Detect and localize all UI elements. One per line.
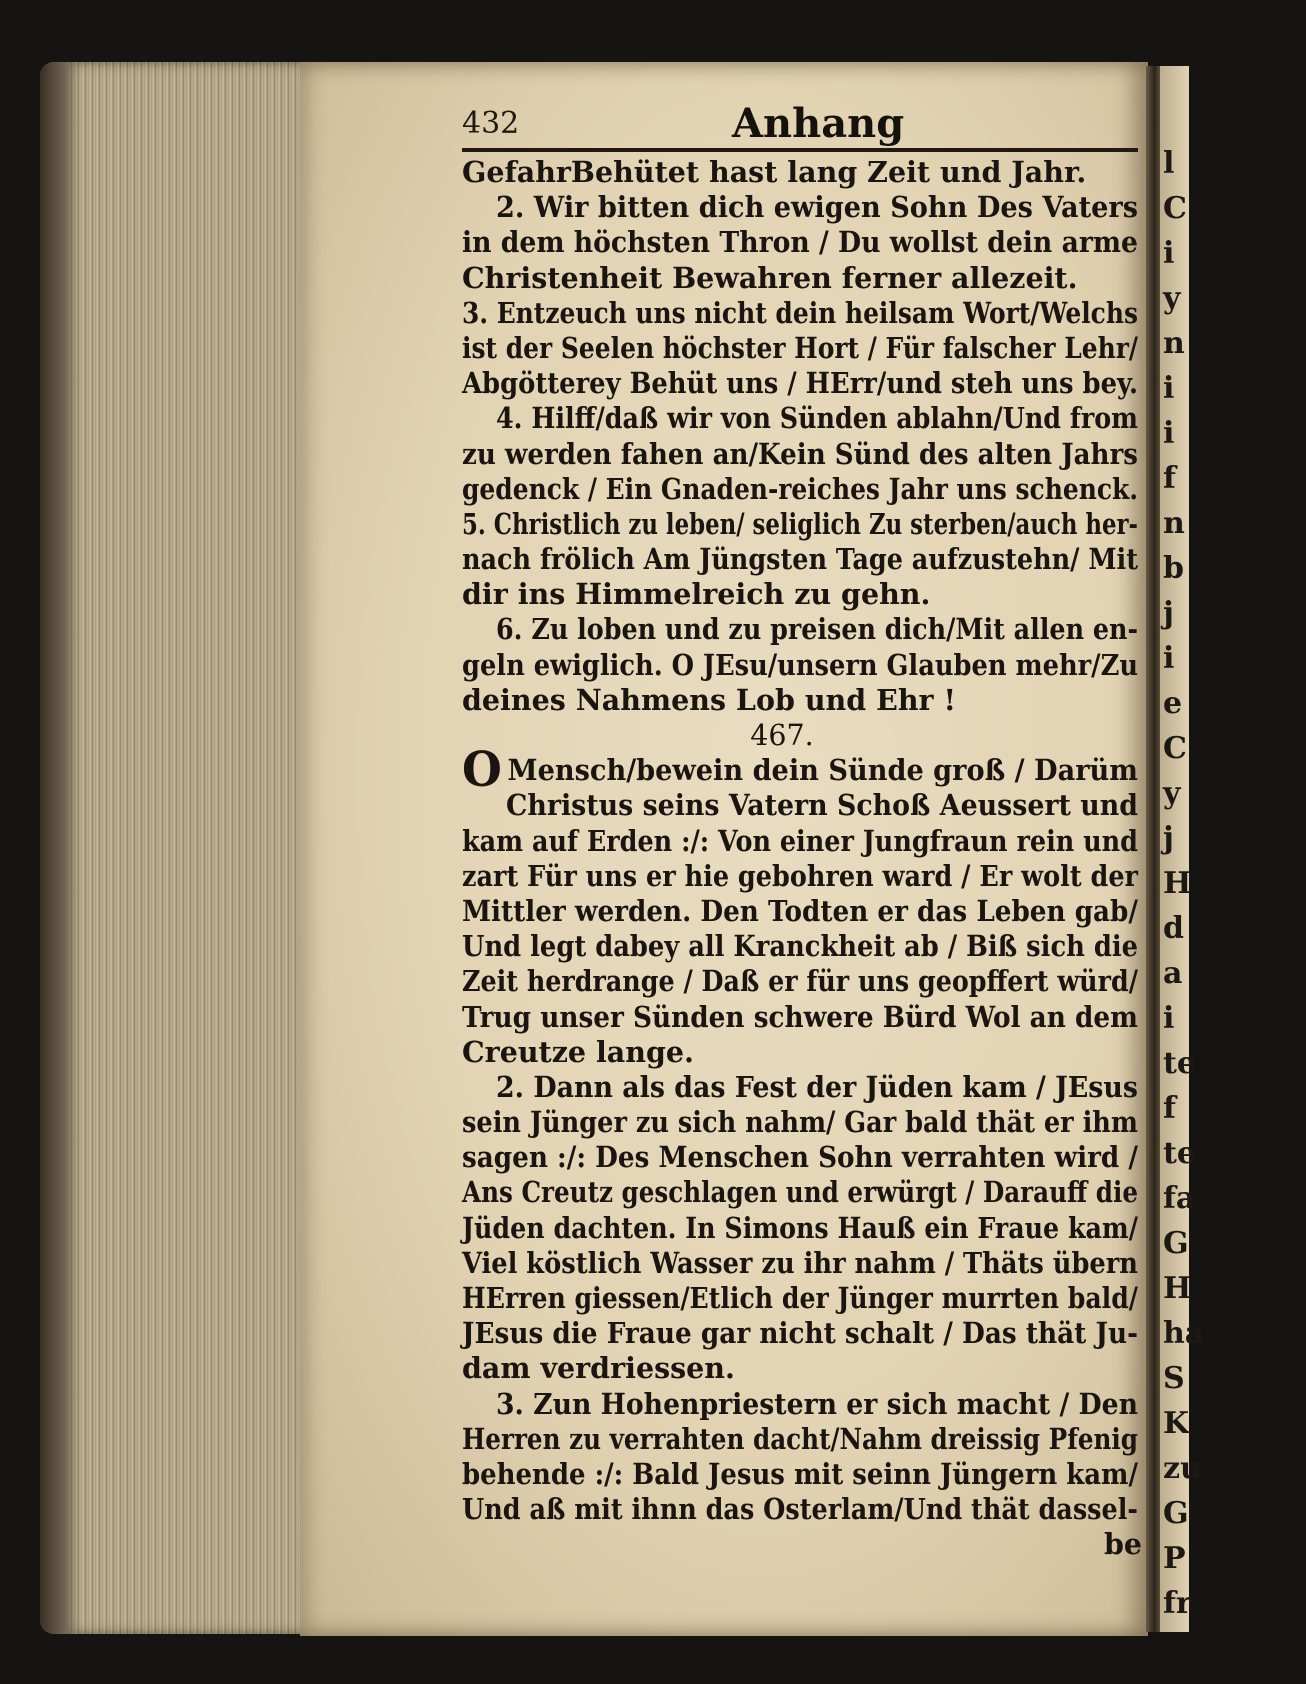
text-line: geln ewiglich. O JEsu/unsern Glauben mehr/Zu (462, 647, 1138, 682)
text-line: gedenck / Ein Gnaden-reiches Jahr uns schenck. (462, 471, 1138, 506)
text-line: Zeit herdrange / Daß er für uns geopffert würd/ (462, 964, 1138, 999)
facing-page-fragment: d (1163, 911, 1184, 946)
facing-page-fragment: i (1163, 416, 1175, 451)
hymn-number: 467. (750, 719, 814, 752)
facing-page-fragment: H (1163, 866, 1192, 901)
facing-page-fragment: fa (1163, 1181, 1196, 1216)
text-line: dir ins Himmelreich zu gehn. (462, 577, 931, 612)
text-line: Und legt dabey all Kranckheit ab / Biß sich die (462, 929, 1138, 964)
facing-page-fragment: K (1163, 1406, 1190, 1441)
facing-page-fragment: y (1163, 281, 1181, 316)
text-line: sein Jünger zu sich nahm/ Gar bald thät er ihm (462, 1105, 1138, 1140)
facing-page-fragment: G (1163, 1226, 1189, 1261)
hymn-text (462, 155, 1142, 1563)
text-line: Ans Creutz geschlagen und erwürgt / Darauff die (462, 1175, 1138, 1210)
facing-page-fragment: ha (1163, 1316, 1205, 1351)
facing-page-fragment: y (1163, 776, 1181, 811)
text-line: Christus seins Vatern Schoß Aeussert und (506, 788, 1138, 823)
text-line: Trug unser Sünden schwere Bürd Wol an dem (462, 999, 1138, 1034)
text-line: 6. Zu loben und zu preisen dich/Mit allen en- (496, 612, 1138, 647)
text-line: kam auf Erden :/: Von einer Jungfraun rein und (462, 823, 1138, 858)
facing-page-fragment: te (1163, 1046, 1196, 1081)
text-line: 4. Hilff/daß wir von Sünden ablahn/Und from (496, 401, 1138, 436)
facing-page-fragment: f (1163, 461, 1176, 496)
facing-page-fragment: S (1163, 1361, 1185, 1396)
facing-page-fragment: a (1163, 956, 1183, 991)
text-line: in dem höchsten Thron / Du wollst dein arme (462, 225, 1138, 260)
book-fore-edge (40, 62, 308, 1634)
text-line: Und aß mit ihnn das Osterlam/Und thät dassel- (462, 1492, 1138, 1527)
text-line: 5. Christlich zu leben/ seliglich Zu sterben/auch her- (462, 506, 1138, 541)
facing-page-fragment: zu (1163, 1451, 1202, 1486)
facing-page-fragment: fr (1163, 1586, 1192, 1621)
facing-page-fragment: P (1163, 1541, 1186, 1576)
facing-page-fragment: i (1163, 641, 1175, 676)
text-line: behende :/: Bald Jesus mit seinn Jüngern kam/ (462, 1456, 1138, 1491)
facing-page-fragment: f (1163, 1091, 1176, 1126)
text-line: zu werden fahen an/Kein Sünd des alten Jahrs (462, 436, 1138, 471)
text-line-content: Mensch/bewein dein Sünde groß / Darüm (507, 753, 1138, 788)
facing-page-fragment: e (1163, 686, 1183, 721)
facing-page-fragment: n (1163, 326, 1185, 361)
text-line: 2. Dann als das Fest der Jüden kam / JEsus (496, 1069, 1138, 1104)
page-header (462, 96, 1138, 148)
text-line: JEsus die Fraue gar nicht schalt / Das thät Ju- (462, 1316, 1138, 1351)
text-line (462, 742, 1142, 799)
facing-page-fragment: i (1163, 236, 1175, 271)
drop-capital: O (462, 742, 502, 799)
facing-page-fragment: C (1163, 191, 1187, 226)
text-line: deines Nahmens Lob und Ehr ! (462, 682, 957, 717)
text-line: 2. Wir bitten dich ewigen Sohn Des Vaters (496, 190, 1138, 225)
facing-page-fragment: b (1163, 551, 1184, 586)
text-line: Herren zu verrahten dacht/Nahm dreissig Pfenig (462, 1421, 1138, 1456)
facing-page-fragment: G (1163, 1496, 1189, 1531)
text-line: 3. Entzeuch uns nicht dein heilsam Wort/Welchs (462, 295, 1138, 330)
facing-page-fragment: te (1163, 1136, 1196, 1171)
header-rule (462, 148, 1138, 152)
text-line: 3. Zun Hohenpriestern er sich macht / Den (496, 1386, 1138, 1421)
text-line: Jüden dachten. In Simons Hauß ein Fraue kam/ (462, 1210, 1138, 1245)
text-line: Abgötterey Behüt uns / HErr/und steh uns bey. (462, 366, 1138, 401)
text-line: zart Für uns er hie gebohren ward / Er wolt der (462, 858, 1138, 893)
text-line: HErren giessen/Etlich der Jünger murrten bald/ (462, 1281, 1138, 1315)
facing-page-fragment: i (1163, 371, 1175, 406)
text-line: Creutze lange. (462, 1034, 694, 1069)
page-number: 432 (462, 106, 520, 141)
facing-page-fragment: n (1163, 506, 1185, 541)
text-line: dam verdriessen. (462, 1351, 735, 1386)
facing-page-fragment: i (1163, 1001, 1175, 1036)
text-line: nach frölich Am Jüngsten Tage aufzustehn/ Mit (462, 542, 1138, 577)
text-line: Christenheit Bewahren ferner allezeit. (462, 260, 1078, 295)
facing-page-fragment: H (1163, 1271, 1192, 1306)
facing-page-fragment: l (1163, 146, 1175, 181)
facing-page-fragment: C (1163, 731, 1187, 766)
running-head: Anhang (732, 100, 905, 147)
text-line: ist der Seelen höchster Hort / Für falscher Lehr/ (462, 330, 1138, 365)
text-line: sagen :/: Des Menschen Sohn verrahten wird / (462, 1140, 1138, 1175)
facing-page-fragment: j (1163, 821, 1174, 856)
facing-page-fragment: j (1163, 596, 1174, 631)
text-line: Mittler werden. Den Todten er das Leben gab/ (462, 893, 1138, 928)
text-line: GefahrBehütet hast lang Zeit und Jahr. (462, 155, 1087, 189)
text-line: be (1103, 1527, 1142, 1562)
text-line: Viel köstlich Wasser zu ihr nahm / Thäts übern (462, 1245, 1138, 1280)
